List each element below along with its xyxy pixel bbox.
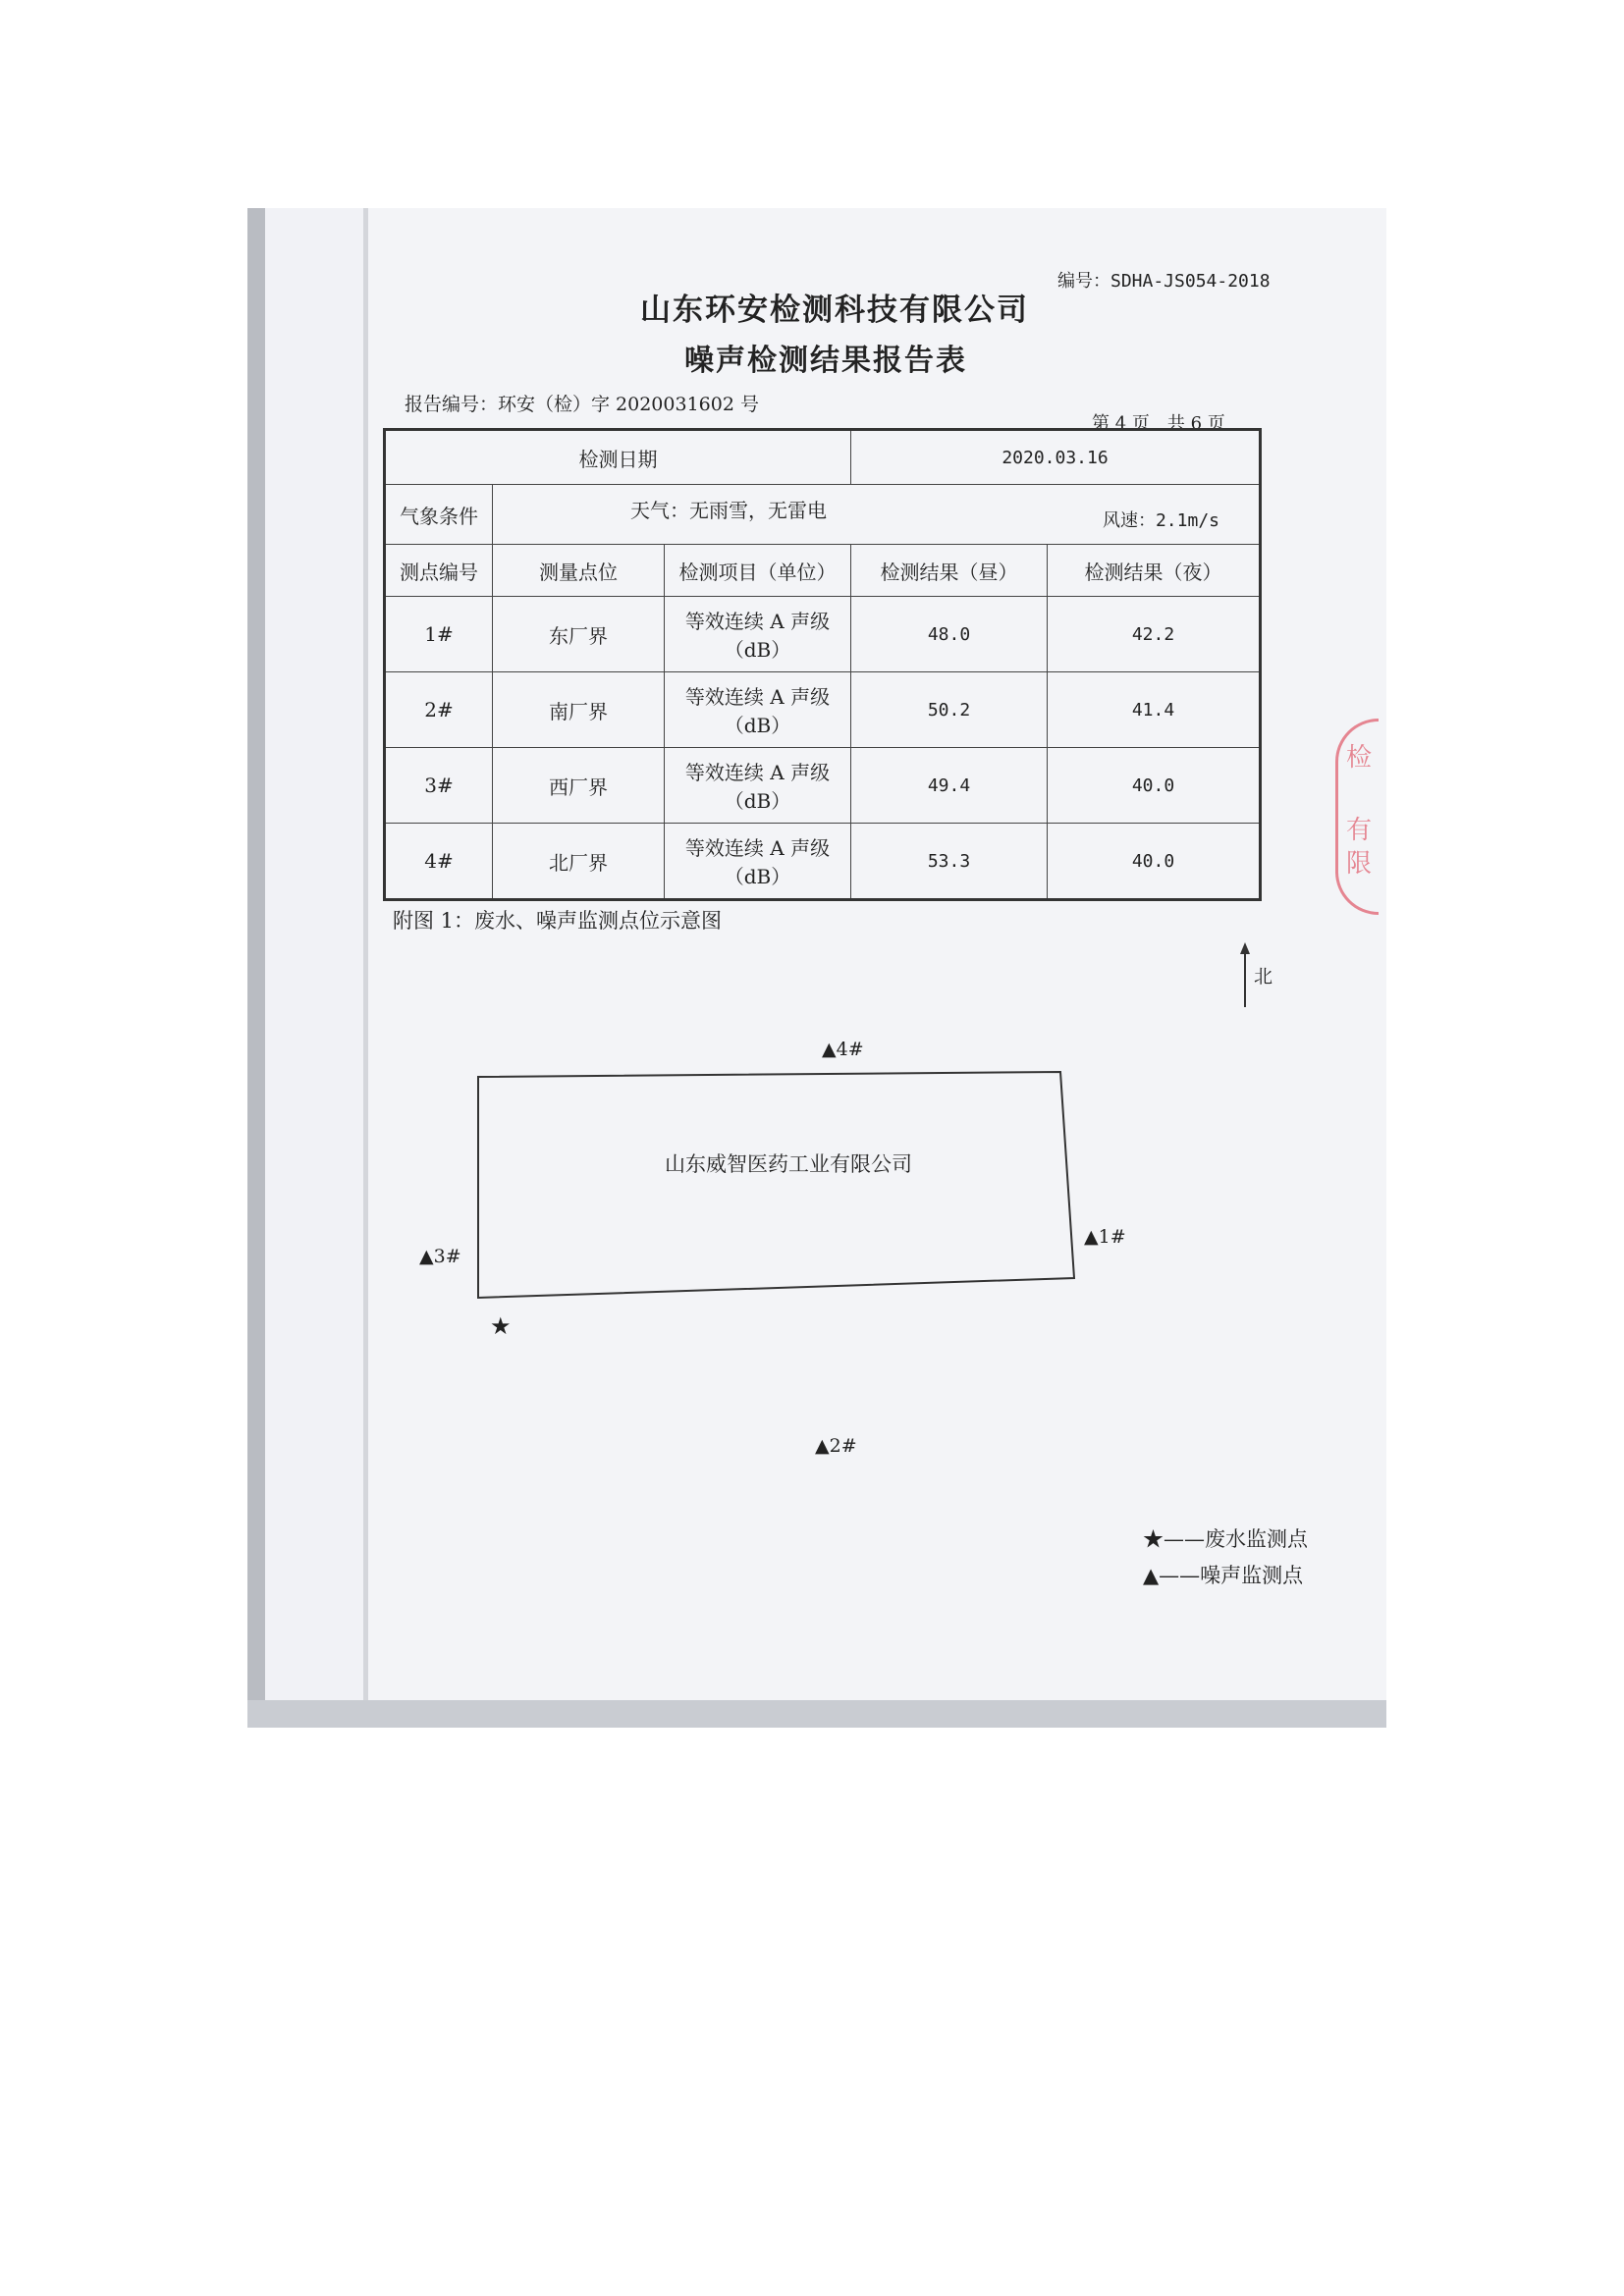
red-seal-stamp xyxy=(1335,719,1379,915)
header-night: 检测结果（夜） xyxy=(1048,545,1261,597)
page-edge xyxy=(363,208,368,1700)
item xyxy=(665,748,851,824)
site-boundary-map xyxy=(473,1042,1121,1484)
header-point-id: 测点编号 xyxy=(385,545,493,597)
item-name: 等效连续 A 声级 xyxy=(684,610,831,633)
page-number: 第 4 页 共 6 页 xyxy=(1092,413,1225,434)
photo-bottom-strip xyxy=(247,1700,1386,1728)
company-name: 山东环安检测科技有限公司 xyxy=(640,293,1029,328)
weather-value: 天气：无雨雪，无雷电 xyxy=(630,499,827,522)
document-code: 编号：SDHA-JS054-2018 xyxy=(1057,271,1271,292)
item-unit: （dB） xyxy=(724,714,791,737)
item-name: 等效连续 A 声级 xyxy=(684,761,831,784)
legend-noise: ▲——噪声监测点 xyxy=(1143,1564,1304,1587)
item xyxy=(665,597,851,672)
legend-wastewater: ★——废水监测点 xyxy=(1143,1527,1308,1551)
item xyxy=(665,672,851,748)
noise-results-table xyxy=(383,428,1262,901)
binding-shadow xyxy=(247,208,265,1728)
date-value: 2020.03.16 xyxy=(851,430,1261,485)
item-unit: （dB） xyxy=(724,789,791,813)
night-result: 40.0 xyxy=(1048,748,1261,824)
weather-cell xyxy=(493,485,1261,545)
date-label: 检测日期 xyxy=(385,430,851,485)
date-row xyxy=(385,430,1261,485)
header-row xyxy=(385,545,1261,597)
stamp-text-top: 检 xyxy=(1346,743,1373,773)
north-arrow-icon xyxy=(1237,942,1253,1009)
noise-point-west: ▲3# xyxy=(419,1246,461,1267)
header-day: 检测结果（昼） xyxy=(851,545,1048,597)
point-id: 2# xyxy=(385,672,493,748)
table-row xyxy=(385,597,1261,672)
point-id: 3# xyxy=(385,748,493,824)
noise-point-north: ▲4# xyxy=(822,1039,864,1060)
day-result: 53.3 xyxy=(851,824,1048,900)
item xyxy=(665,824,851,900)
item-unit: （dB） xyxy=(724,865,791,888)
point-id: 1# xyxy=(385,597,493,672)
point-id: 4# xyxy=(385,824,493,900)
location: 西厂界 xyxy=(493,748,665,824)
day-result: 48.0 xyxy=(851,597,1048,672)
table-row xyxy=(385,672,1261,748)
stamp-text-bottom: 有限 xyxy=(1346,816,1373,879)
figure-caption: 附图 1：废水、噪声监测点位示意图 xyxy=(393,909,723,933)
item-unit: （dB） xyxy=(724,638,791,662)
location: 北厂界 xyxy=(493,824,665,900)
document-photo xyxy=(247,208,1386,1728)
site-boundary xyxy=(478,1072,1074,1298)
day-result: 50.2 xyxy=(851,672,1048,748)
night-result: 41.4 xyxy=(1048,672,1261,748)
location: 南厂界 xyxy=(493,672,665,748)
wastewater-point-star-icon: ★ xyxy=(490,1312,512,1340)
night-result: 42.2 xyxy=(1048,597,1261,672)
header-location: 测量点位 xyxy=(493,545,665,597)
north-label: 北 xyxy=(1254,966,1273,988)
day-result: 49.4 xyxy=(851,748,1048,824)
table-row xyxy=(385,824,1261,900)
report-number: 报告编号：环安（检）字 2020031602 号 xyxy=(405,394,759,415)
item-name: 等效连续 A 声级 xyxy=(684,836,831,860)
wind-speed: 风速：2.1m/s xyxy=(1102,510,1219,531)
item-name: 等效连续 A 声级 xyxy=(684,685,831,709)
noise-point-east: ▲1# xyxy=(1084,1226,1126,1248)
form-title: 噪声检测结果报告表 xyxy=(684,344,967,378)
weather-label: 气象条件 xyxy=(385,485,493,545)
header-item: 检测项目（单位） xyxy=(665,545,851,597)
location: 东厂界 xyxy=(493,597,665,672)
site-name: 山东威智医药工业有限公司 xyxy=(665,1152,912,1176)
night-result: 40.0 xyxy=(1048,824,1261,900)
noise-point-south: ▲2# xyxy=(815,1435,857,1457)
table-row xyxy=(385,748,1261,824)
weather-row xyxy=(385,485,1261,545)
